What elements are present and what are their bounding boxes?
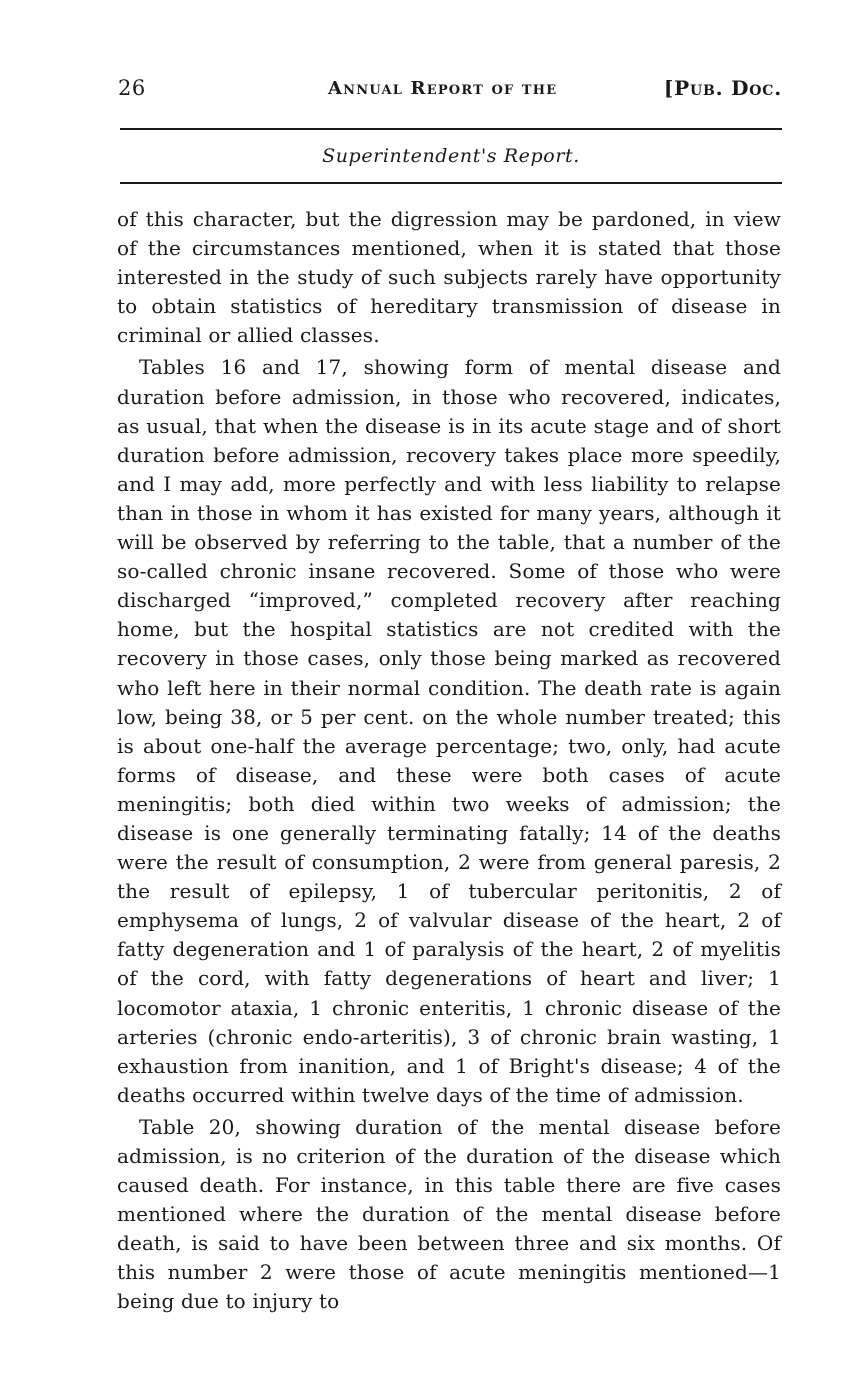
document-reference: [Pub. Doc. xyxy=(663,76,782,100)
header-rule-bottom xyxy=(120,182,782,184)
body-text xyxy=(117,205,781,1320)
paragraph-continued: of this character, but the digression may be pardoned, in view of the circumstances mentioned, when it is stated that those interested in the study of such subjects rarely have opportunity to obtain statistics of hereditary transmission of disease in criminal or allied classes. xyxy=(117,207,781,348)
header-rule-top xyxy=(120,128,782,130)
running-title: Annual Report of the xyxy=(328,78,558,99)
running-header xyxy=(118,76,782,104)
paragraph-tables-16-17: Tables 16 and 17, showing form of mental disease and duration before admission, in those who recovered, indicates, as usual, that when the disease is in its acute stage and of short duration before admission, recovery takes place more speedily, and I may add, more perfectly and with less liability to relapse than in those in whom it has existed for many years, although it will be observed by referring to the table, that a number of the so-called chronic insane recovered. Some of those who were discharged “improved,” completed recovery after reaching home, but the hospital statistics are not credited with the recovery in those cases, only those being marked as recovered who left here in their normal condition. The death rate is again low, being 38, or 5 per cent. on the whole number treated; this is about one-half the average percentage; two, only, had acute forms of disease, and these were both cases of acute meningitis; both died within two weeks of admission; the disease is one generally terminating fatally; 14 of the deaths were the result of consumption, 2 were from general paresis, 2 the result of epilepsy, 1 of tubercular peritonitis, 2 of emphysema of lungs, 2 of valvular disease of the heart, 2 of fatty degeneration and 1 of paralysis of the heart, 2 of myelitis of the cord, with fatty degenerations of heart and liver; 1 locomotor ataxia, 1 chronic enteritis, 1 chronic disease of the arteries (chronic endo-arteritis), 3 of chronic brain wasting, 1 exhaustion from inanition, and 1 of Bright's disease; 4 of the deaths occurred within twelve days of the time of admission. xyxy=(117,355,781,1107)
page-number: 26 xyxy=(118,76,146,100)
section-title: Superintendent's Report. xyxy=(322,145,580,167)
paragraph-table-20: Table 20, showing duration of the mental disease before admission, is no criterion of the duration of the disease which caused death. For instance, in this table there are five cases mentioned where the duration of the mental disease before death, is said to have been between three and six months. Of this number 2 were those of acute meningitis mentioned—1 being due to injury to xyxy=(117,1114,781,1314)
